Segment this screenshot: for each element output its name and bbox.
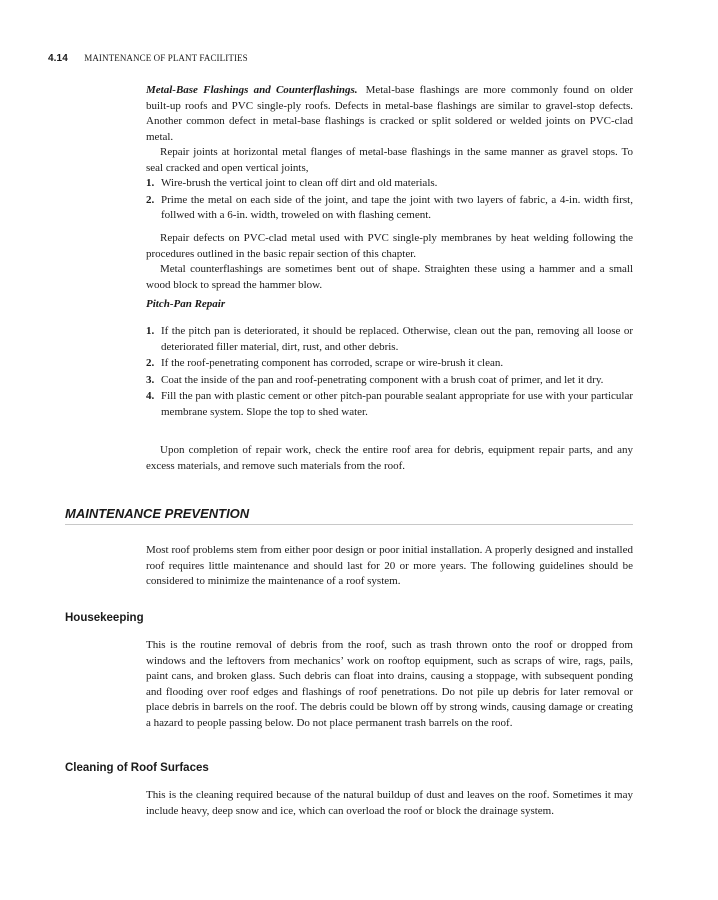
step-text: If the roof-penetrating component has corroded, scrape or wire-brush it clean. [161,357,504,370]
housekeeping-body [146,638,633,732]
step-number: 2. [146,193,155,206]
step-number: 4. [146,390,155,403]
cleaning-heading: Cleaning of Roof Surfaces [65,762,209,774]
step-number: 3. [146,373,155,386]
list-item [146,356,633,372]
list-item [146,389,633,420]
maintenance-prevention-text: Most roof problems stem from either poor design or poor initial installation. A properly designed and installed roof requires little maintenance and should last for 20 or more years. The following guidelines should be considered to minimize the maintenance of a roof system. [146,544,633,588]
housekeeping-heading: Housekeeping [65,612,144,624]
pitch-pan-closing: Upon completion of repair work, check the entire roof area for debris, equipment repair parts, and any excess materials, and remove such materials from the roof. [146,444,633,472]
pitch-pan-title: Pitch-Pan Repair [146,298,226,310]
step-text: Coat the inside of the pan and roof-penetrating component with a brush coat of primer, and let it dry. [161,373,604,386]
step-text: Fill the pan with plastic cement or other pitch-pan pourable sealant appropriate for use with your particular membrane system. Slope the top to shed water. [161,390,633,418]
flashings-notes [146,231,633,293]
pitch-pan-step-list [146,324,633,421]
flashings-steps [146,176,633,225]
pitch-pan-closing-block [146,443,633,474]
flashings-para2: Repair joints at horizontal metal flanges of metal-base flashings in the same manner as gravel stops. To seal cracked and open vertical joints, [146,146,633,174]
step-text: Prime the metal on each side of the joint, and tape the joint with two layers of fabric, a 4-in. width first, follwed with a 6-in. width, troweled on with flashing cement. [161,193,633,222]
cleaning-body [146,788,633,819]
step-number: 1. [146,177,155,189]
flashings-para4: Metal counterflashings are sometimes bent out of shape. Straighten these using a hammer and a small wood block to spread the hammer blow. [146,263,633,291]
list-item [146,324,633,355]
flashings-para3: Repair defects on PVC-clad metal used with PVC single-ply membranes by heat welding following the procedures outlined in the basic repair section of this chapter. [146,232,633,260]
list-item [146,193,633,224]
maintenance-prevention-heading: MAINTENANCE PREVENTION [65,506,633,525]
step-number: 1. [146,325,155,337]
list-item [146,176,633,192]
list-item [146,373,633,389]
flashings-intro-text: Metal-base flashings are more commonly found on older built-up roofs and PVC single-ply roofs. Defects in metal-base flashings are similar to gravel-stop defects. Another common defect in metal-base flashings is cracked or split soldered or welded joints on PVC-clad metal. [146,84,633,143]
step-text: Wire-brush the vertical joint to clean off dirt and old materials. [161,177,438,189]
flashings-title: Metal-Base Flashings and Counterflashings. [146,84,358,96]
flashings-step-list [146,176,633,224]
pitch-pan-heading [146,297,633,313]
pitch-pan-steps [146,324,633,422]
cleaning-text: This is the cleaning required because of the natural buildup of dust and leaves on the roof. Sometimes it may include heavy, deep snow and ice, which can overload the roof or block the drainage system. [146,789,633,817]
housekeeping-text: This is the routine removal of debris from the roof, such as trash thrown onto the roof or dropped from windows and the leftovers from mechanics’ work on rooftop equipment, such as scraps of wire, rags, pails, paint cans, and broken glass. Such debris can float into drains, causing a stoppage, with subsequent ponding and flooding over roof edges and flashings of roof penetrations. Do not pile up debris for later removal or place debris in barrels on the roof. The debris could be blown off by strong winds, causing damage or creating a hazard to people passing below. Do not place permanent trash barrels on the roof. [146,639,633,729]
flashings-intro [146,83,633,145]
running-head [48,53,248,64]
step-number: 2. [146,357,155,370]
flashings-section [146,83,633,177]
page-number: 4.14 [48,53,68,64]
maintenance-prevention-body [146,543,633,590]
step-text: If the pitch pan is deteriorated, it should be replaced. Otherwise, clean out the pan, removing all loose or deteriorated filler material, dirt, rust, and other debris. [161,325,633,353]
running-title: MAINTENANCE OF PLANT FACILITIES [84,53,248,63]
